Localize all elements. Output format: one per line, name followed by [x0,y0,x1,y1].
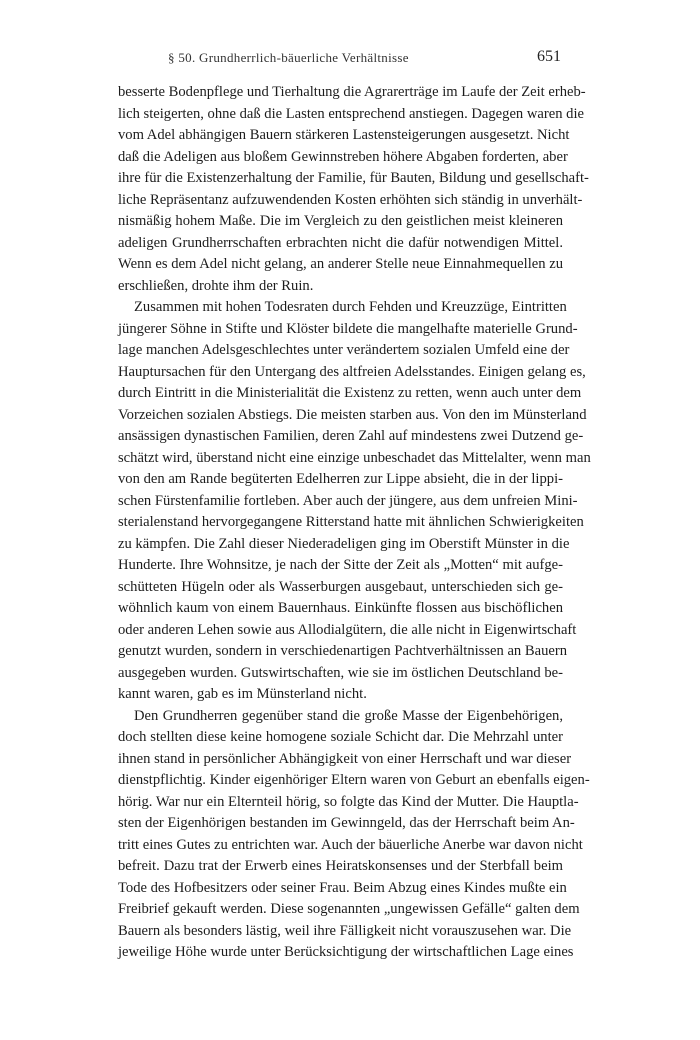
text-line: schen Fürstenfamilie fortleben. Aber auch der jüngere, aus dem unfreien Mini- [118,492,578,509]
text-line: Hauptursachen für den Untergang des altfreien Adelsstandes. Einigen gelang es, [118,363,586,380]
text-line: Den Grundherren gegenüber stand die große Masse der Eigenbehörigen, [134,707,563,724]
text-line: Vorzeichen sozialen Abstiegs. Die meisten starben aus. Von den im Münsterland [118,406,587,423]
text-line: liche Repräsentanz aufzuwendenden Kosten erhöhten sich ständig in unverhält- [118,191,583,208]
text-line: daß die Adeligen aus bloßem Gewinnstreben höhere Abgaben forderten, aber [118,148,568,165]
text-line: jüngerer Söhne in Stifte und Klöster bildete die mangelhafte materielle Grund- [118,320,578,337]
page-number: 651 [537,48,561,65]
text-line: erschließen, drohte ihm der Ruin. [118,277,314,294]
text-line: jeweilige Höhe wurde unter Berücksichtigung der wirtschaftlichen Lage eines [118,944,574,960]
text-line: adeligen Grundherrschaften erbrachten nicht die dafür notwendigen Mittel. [118,234,563,251]
text-line: wöhnlich kaum von einem Bauernhaus. Einkünfte flossen aus bischöflichen [118,600,563,616]
text-line: Wenn es dem Adel nicht gelang, an anderer Stelle neue Einnahmequellen zu [118,256,563,272]
text-line: durch Eintritt in die Ministerialität die Existenz zu retten, wenn auch unter dem [118,385,582,401]
text-line: lage manchen Adelsgeschlechtes unter verändertem sozialen Umfeld eine der [118,342,570,358]
paragraph-1 [118,82,589,297]
text-line: oder anderen Lehen sowie aus Allodialgütern, die alle nicht in Eigenwirtschaft [118,621,577,638]
running-header [118,48,563,72]
text-line: schätzt wird, überstand nicht eine einzige unbeschadet das Mittelalter, wenn man [118,449,591,466]
text-line: vom Adel abhängigen Bauern stärkeren Lastensteigerungen ausgesetzt. Nicht [118,127,570,143]
text-line: ihnen stand in persönlicher Abhängigkeit von einer Herrschaft und war dieser [118,750,572,767]
text-line: dienstpflichtig. Kinder eigenhöriger Eltern waren von Geburt an ebenfalls eigen- [118,772,590,788]
text-line: hörig. War nur ein Elternteil hörig, so folgte das Kind der Mutter. Die Hauptla- [118,793,579,810]
text-line: von den am Rande begüterten Edelherren zur Lippe absieht, die in der lippi- [118,471,563,487]
text-line: Zusammen mit hohen Todesraten durch Fehden und Kreuzzüge, Eintritten [134,299,567,315]
paragraph-3 [118,706,590,964]
text-line: schütteten Hügeln oder als Wasserburgen ausgebaut, unterschieden sich ge- [118,578,563,595]
text-line: ansässigen dynastischen Familien, deren Zahl auf mindestens zwei Dutzend ge- [118,428,584,444]
text-line: lich steigerten, ohne daß die Lasten entsprechend anstiegen. Dagegen waren die [118,105,585,122]
text-line: zu kämpfen. Die Zahl dieser Niederadeligen ging im Oberstift Münster in die [118,535,570,552]
text-line: Bauern als besonders lästig, weil ihre Fälligkeit nicht vorauszusehen war. Die [118,922,572,939]
paragraph-2 [118,297,591,706]
body-text [118,82,591,964]
text-line: befreit. Dazu trat der Erwerb eines Heiratskonsenses und der Sterbfall beim [118,858,563,874]
text-line: tritt eines Gutes zu entrichten war. Auch der bäuerliche Anerbe war davon nicht [118,836,583,853]
text-line: ihre für die Existenzerhaltung der Familie, für Bauten, Bildung und gesellschaft- [118,170,589,186]
text-line: sterialenstand hervorgegangene Ritterstand hatte mit ähnlichen Schwierigkeiten [118,514,584,530]
text-line: doch stellten diese keine homogene soziale Schicht dar. Die Mehrzahl unter [118,729,563,745]
running-title: § 50. Grundherrlich-bäuerliche Verhältnisse [168,50,409,65]
text-line: ausgegeben wurden. Gutswirtschaften, wie sie im östlichen Deutschland be- [118,664,563,681]
text-line: Hunderte. Ihre Wohnsitze, je nach der Sitte der Zeit als „Motten“ mit aufge- [118,557,563,573]
text-line: sten der Eigenhörigen bestanden im Gewinngeld, das der Herrschaft beim An- [118,815,575,831]
text-line: Freibrief gekauft werden. Diese sogenannten „ungewissen Gefälle“ galten dem [118,901,580,917]
text-line: nismäßig hohem Maße. Die im Vergleich zu den geistlichen meist kleineren [118,213,563,229]
text-line: Tode des Hofbesitzers oder seiner Frau. Beim Abzug eines Kindes mußte ein [118,879,567,896]
text-line: genutzt wurden, sondern in verschiedenartigen Pachtverhältnissen an Bauern [118,643,568,659]
text-line: besserte Bodenpflege und Tierhaltung die Agrarerträge im Laufe der Zeit erheb- [118,84,586,100]
text-line: kannt waren, gab es im Münsterland nicht. [118,686,367,702]
